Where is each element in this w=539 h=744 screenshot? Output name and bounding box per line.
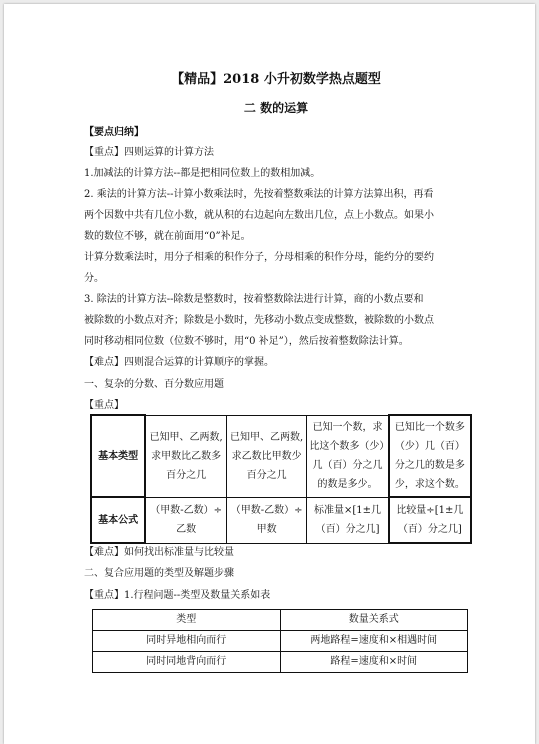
text-line: 同时移动相同位数（位数不够时，用“0 补足”），然后按着整数除法计算。 — [84, 336, 409, 347]
text-line: 分。 — [84, 273, 104, 284]
table-row — [93, 652, 468, 673]
table-cell: 已知甲、乙两数, 求乙数比甲数少 百分之几 — [226, 415, 307, 497]
table-row — [91, 497, 471, 543]
text-line: 【重点】 — [84, 400, 124, 411]
column-header: 类型 — [93, 610, 281, 631]
text-line: 数的数位不够，就在前面用“0”补足。 — [84, 231, 251, 242]
table-cell: 已知比一个数多 （少）几（百） 分之几的数是多 少，求这个数。 — [389, 415, 471, 497]
document-title: 【精品】2018 小升初数学热点题型 — [171, 72, 381, 87]
table-row — [91, 415, 471, 497]
table-cell: 路程=速度和×时间 — [280, 652, 468, 673]
travel-problem-table — [92, 609, 468, 673]
text-line: 【重点】1.行程问题--类型及数量关系如表 — [84, 590, 271, 601]
key-points-heading: 【要点归纳】 — [84, 127, 144, 138]
text-line: 3. 除法的计算方法--除数是整数时，按着整数除法进行计算，商的小数点要和 — [84, 294, 424, 305]
text-line: 2. 乘法的计算方法--计算小数乘法时，先按着整数乘法的计算方法算出积，再看 — [84, 189, 434, 200]
text-line: 【难点】四则混合运算的计算顺序的掌握。 — [84, 357, 274, 368]
table-cell: 同时同地背向而行 — [93, 652, 281, 673]
section-heading: 一、复杂的分数、百分数应用题 — [84, 379, 224, 390]
row-header: 基本公式 — [91, 497, 145, 543]
table-cell: 比较量÷[1±几 （百）分之几] — [389, 497, 471, 543]
text-line: 【难点】如何找出标准量与比较量 — [84, 547, 234, 558]
table-row — [93, 631, 468, 652]
table-cell: 两地路程=速度和×相遇时间 — [280, 631, 468, 652]
table-cell: （甲数-乙数）÷ 乙数 — [145, 497, 226, 543]
table-cell: 标准量×[1±几 （百）分之几] — [307, 497, 389, 543]
table-cell: 已知甲、乙两数, 求甲数比乙数多 百分之几 — [145, 415, 226, 497]
column-header: 数量关系式 — [280, 610, 468, 631]
table-header-row — [93, 610, 468, 631]
row-header: 基本类型 — [91, 415, 145, 497]
text-line: 被除数的小数点对齐；除数是小数时，先移动小数点变成整数，被除数的小数点 — [84, 315, 434, 326]
text-line: 两个因数中共有几位小数，就从积的右边起向左数出几位，点上小数点。如果小 — [84, 210, 434, 221]
table-cell: （甲数-乙数）÷ 甲数 — [226, 497, 307, 543]
table-cell: 同时异地相向而行 — [93, 631, 281, 652]
section-title: 二 数的运算 — [243, 101, 309, 115]
text-line: 1.加减法的计算方法--都是把相同位数上的数相加减。 — [84, 168, 321, 179]
document-page — [4, 4, 535, 744]
word-problem-types-table — [90, 414, 472, 544]
section-heading: 二、复合应用题的类型及解题步骤 — [84, 568, 234, 579]
table-cell: 已知一个数，求 比这个数多（少） 几（百）分之几 的数是多少。 — [307, 415, 389, 497]
text-line: 【重点】四则运算的计算方法 — [84, 147, 214, 158]
text-line: 计算分数乘法时，用分子相乘的积作分子，分母相乘的积作分母，能约分的要约 — [84, 252, 434, 263]
